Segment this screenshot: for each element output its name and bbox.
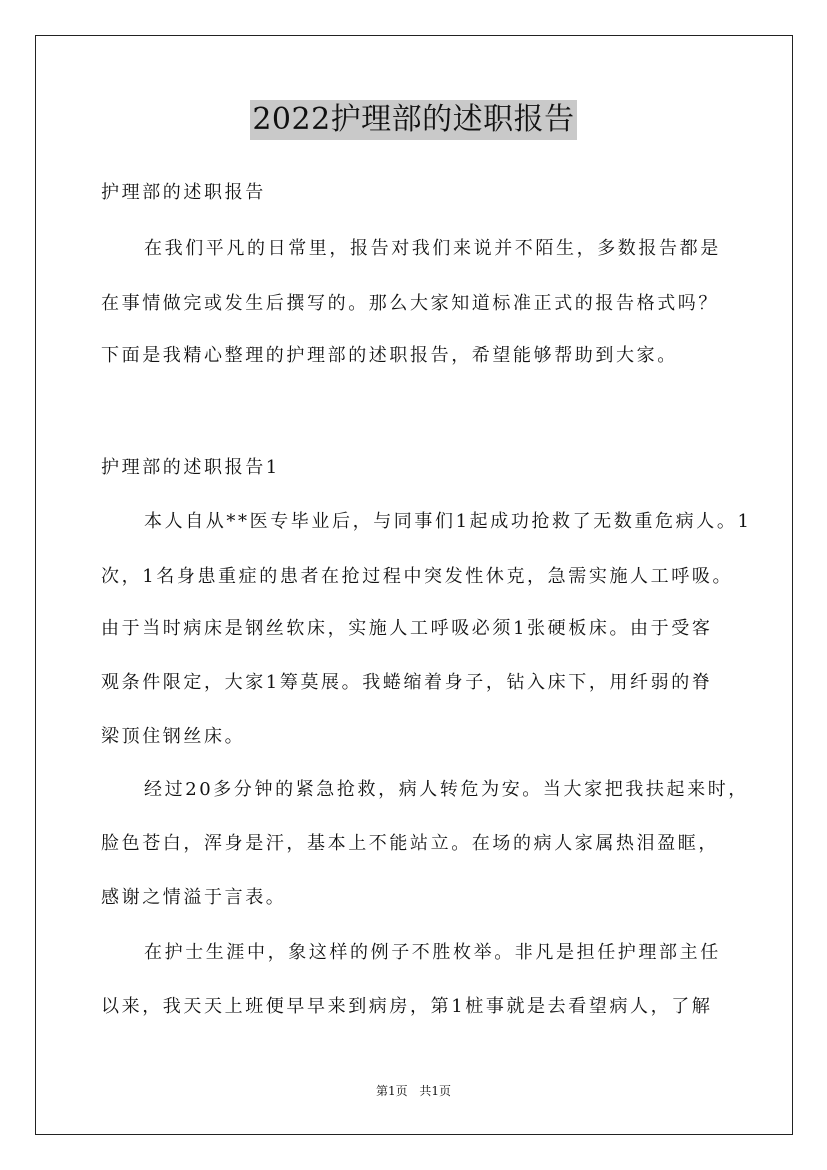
body-line: 本人自从**医专毕业后，与同事们1起成功抢救了无数重危病人。1 <box>144 511 752 532</box>
body-line: 感谢之情溢于言表。 <box>101 887 287 908</box>
page-footer <box>0 1083 827 1099</box>
body-line: 脸色苍白，浑身是汗，基本上不能站立。在场的病人家属热泪盈眶， <box>101 833 719 854</box>
page-number: 第1页 <box>375 1084 408 1098</box>
section-heading: 护理部的述职报告1 <box>101 457 280 478</box>
body-line: 由于当时病床是钢丝软床，实施人工呼吸必须1张硬板床。由于受客 <box>101 618 713 639</box>
body-line: 经过20多分钟的紧急抢救，病人转危为安。当大家把我扶起来时， <box>144 779 749 800</box>
document-title: 2022护理部的述职报告 <box>250 100 576 140</box>
intro-line: 在事情做完或发生后撰写的。那么大家知道标准正式的报告格式吗？ <box>101 293 719 314</box>
page-total: 共1页 <box>419 1084 452 1098</box>
body-line: 在护士生涯中，象这样的例子不胜枚举。非凡是担任护理部主任 <box>144 942 721 963</box>
body-line: 观条件限定，大家1筹莫展。我蜷缩着身子，钻入床下，用纤弱的脊 <box>101 672 713 693</box>
subtitle: 护理部的述职报告 <box>101 182 266 203</box>
body-line: 次，1名身患重症的患者在抢过程中突发性休克，急需实施人工呼吸。 <box>101 566 734 587</box>
intro-line: 在我们平凡的日常里，报告对我们来说并不陌生，多数报告都是 <box>144 238 721 259</box>
title-container <box>0 100 827 140</box>
body-line: 以来，我天天上班便早早来到病房，第1桩事就是去看望病人，了解 <box>101 996 713 1017</box>
intro-line: 下面是我精心整理的护理部的述职报告，希望能够帮助到大家。 <box>101 345 678 366</box>
body-line: 梁顶住钢丝床。 <box>101 726 246 747</box>
